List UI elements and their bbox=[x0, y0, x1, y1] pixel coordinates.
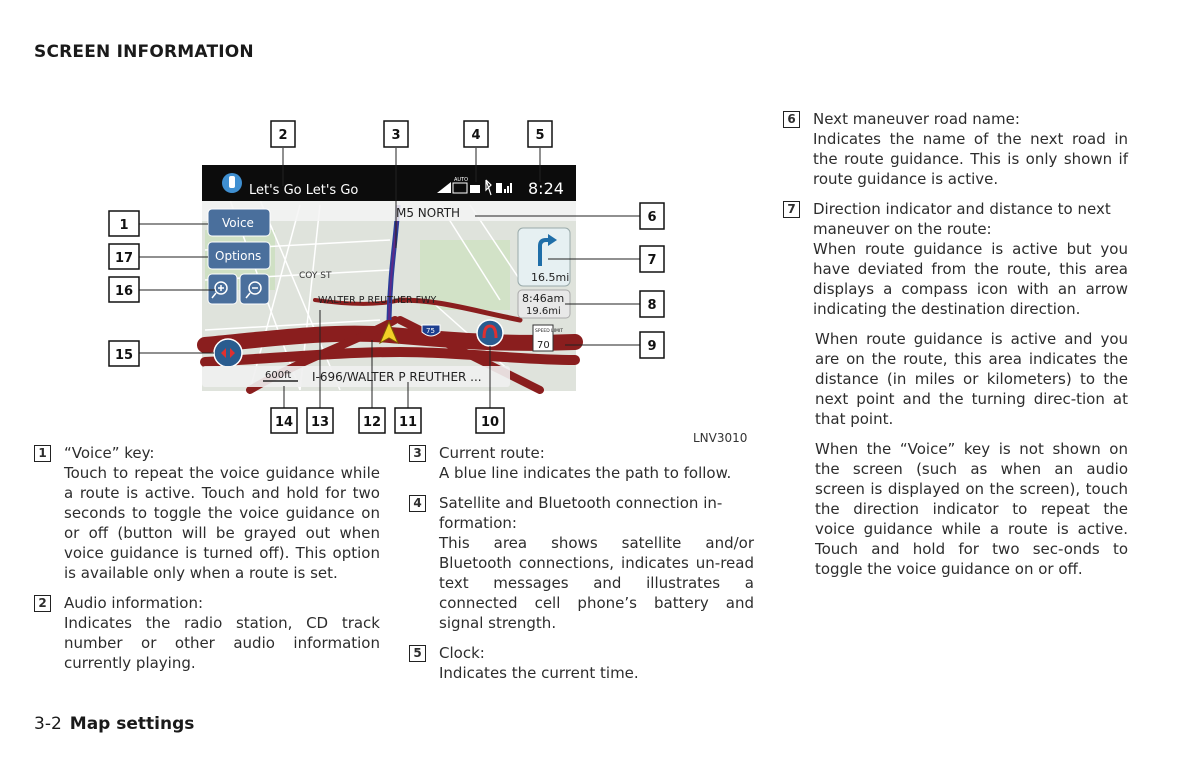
voice-button[interactable] bbox=[208, 209, 270, 236]
paragraph-on-route: When route guidance is active and you are on the route, this area indicates the distance (in miles or kilometers) to the next point and the turning direc-tion at that point. bbox=[815, 330, 1128, 428]
callout-13 bbox=[307, 408, 333, 433]
item-number: 2 bbox=[34, 595, 51, 612]
svg-text:11: 11 bbox=[398, 415, 418, 430]
options-button-label: Options bbox=[215, 249, 262, 263]
item-body: A blue line indicates the path to follow. bbox=[439, 464, 732, 482]
shield-number: 75 bbox=[426, 327, 435, 335]
item-title: Direction indicator and distance to next maneuver on the route: bbox=[813, 200, 1111, 238]
callout-9 bbox=[640, 332, 664, 358]
nav-screen bbox=[202, 165, 576, 391]
svg-text:13: 13 bbox=[310, 415, 330, 430]
item-connection-information bbox=[409, 493, 754, 633]
item-number: 7 bbox=[783, 201, 800, 218]
item-body: This area shows satellite and/or Bluetooth connections, indicates un-read text messages and illustrates a connected cell phone’s battery and signal strength. bbox=[439, 534, 754, 632]
item-next-maneuver-road bbox=[783, 109, 1128, 189]
callout-1 bbox=[109, 211, 139, 236]
svg-text:6: 6 bbox=[647, 210, 657, 225]
svg-text:7: 7 bbox=[647, 253, 657, 268]
map-scale: 600ft bbox=[265, 370, 292, 381]
callout-14 bbox=[271, 408, 297, 433]
item-body: Indicates the name of the next road in the route guidance. This is only shown if route guidance is active. bbox=[813, 130, 1128, 188]
destination-icon bbox=[477, 320, 503, 346]
callout-7 bbox=[640, 246, 664, 272]
svg-text:17: 17 bbox=[114, 251, 134, 266]
zoom-in-button[interactable] bbox=[208, 274, 237, 304]
page-number: 3-2 bbox=[34, 714, 62, 734]
item-number: 5 bbox=[409, 645, 426, 662]
auto-label: AUTO bbox=[454, 177, 469, 183]
speed-limit-label: SPEED LIMIT bbox=[535, 329, 563, 334]
distance-to-turn: 16.5mi bbox=[531, 271, 570, 284]
svg-text:12: 12 bbox=[362, 415, 382, 430]
navigation-screen-figure bbox=[0, 0, 780, 460]
item-title: Clock: bbox=[439, 644, 485, 662]
svg-text:4: 4 bbox=[471, 128, 481, 143]
svg-text:8: 8 bbox=[647, 298, 657, 313]
column-left bbox=[34, 443, 380, 683]
audio-information: Let's Go Let's Go bbox=[249, 183, 359, 198]
item-clock bbox=[409, 643, 754, 683]
street-label-walter: WALTER P REUTHER FWY bbox=[318, 295, 437, 306]
svg-text:14: 14 bbox=[274, 415, 294, 430]
svg-text:1: 1 bbox=[119, 218, 129, 233]
section-name: Map settings bbox=[69, 714, 195, 734]
figure-code: LNV3010 bbox=[693, 431, 748, 445]
item-voice-key bbox=[34, 443, 380, 583]
callout-6 bbox=[640, 203, 664, 229]
zoom-out-button[interactable] bbox=[240, 274, 269, 304]
svg-text:16: 16 bbox=[114, 284, 134, 299]
item-title: Current route: bbox=[439, 444, 545, 462]
item-audio-information bbox=[34, 593, 380, 673]
svg-text:15: 15 bbox=[114, 348, 134, 363]
item-body: Indicates the current time. bbox=[439, 664, 639, 682]
speed-limit-value: 70 bbox=[537, 340, 550, 351]
callout-11 bbox=[395, 408, 421, 433]
item-title: Next maneuver road name: bbox=[813, 110, 1020, 128]
callout-2 bbox=[271, 121, 295, 147]
map-scroll-button[interactable] bbox=[214, 339, 242, 367]
item-direction-indicator bbox=[783, 199, 1128, 319]
svg-text:3: 3 bbox=[391, 128, 401, 143]
item-number: 4 bbox=[409, 495, 426, 512]
item-body: When route guidance is active but you have deviated from the route, this area displays a compass icon with an arrow indicating the destination direction. bbox=[813, 240, 1128, 318]
callout-16 bbox=[109, 277, 139, 302]
page-heading: SCREEN INFORMATION bbox=[34, 42, 254, 62]
clock: 8:24 bbox=[528, 179, 564, 198]
item-number: 6 bbox=[783, 111, 800, 128]
paragraph-voice-key-hidden: When the “Voice” key is not shown on the screen (such as when an audio screen is displayed on the screen), touch the direction indicator to repeat the voice guidance while a route is active. Touch and hold for two sec-onds to toggle the voice guidance on or off. bbox=[815, 440, 1128, 578]
callout-12 bbox=[359, 408, 385, 433]
svg-text:9: 9 bbox=[647, 339, 657, 354]
direction-indicator[interactable] bbox=[518, 228, 570, 286]
item-current-route bbox=[409, 443, 754, 483]
current-street-name: I-696/WALTER P REUTHER ... bbox=[312, 370, 482, 384]
interstate-shield bbox=[422, 325, 440, 336]
callout-3 bbox=[384, 121, 408, 147]
distance-remaining: 19.6mi bbox=[526, 306, 561, 317]
svg-text:2: 2 bbox=[278, 128, 288, 143]
arrival-info bbox=[518, 290, 570, 318]
svg-text:5: 5 bbox=[535, 128, 545, 143]
callout-17 bbox=[109, 244, 139, 269]
item-number: 1 bbox=[34, 445, 51, 462]
item-title: “Voice” key: bbox=[64, 444, 155, 462]
item-body: Touch to repeat the voice guidance while a route is active. Touch and hold for two seconds to toggle the voice guidance on or off (button will be grayed out when voice guidance is turned off). This option is available only when a route is set. bbox=[64, 464, 380, 582]
item-body: Indicates the radio station, CD track number or other audio information currently playing. bbox=[64, 614, 380, 672]
street-label-coy: COY ST bbox=[299, 271, 332, 281]
item-title: Satellite and Bluetooth connection in-formation: bbox=[439, 494, 723, 532]
item-title: Audio information: bbox=[64, 594, 204, 612]
callout-4 bbox=[464, 121, 488, 147]
callout-8 bbox=[640, 291, 664, 317]
arrival-time: 8:46am bbox=[522, 292, 565, 305]
callout-5 bbox=[528, 121, 552, 147]
column-right bbox=[783, 109, 1128, 589]
page-footer bbox=[34, 714, 194, 734]
voice-button-label: Voice bbox=[222, 216, 254, 230]
item-number: 3 bbox=[409, 445, 426, 462]
callout-10 bbox=[476, 408, 504, 433]
column-middle bbox=[409, 443, 754, 693]
options-button[interactable] bbox=[208, 242, 270, 269]
svg-text:10: 10 bbox=[480, 415, 500, 430]
next-road-name: M5 NORTH bbox=[396, 206, 461, 220]
callout-15 bbox=[109, 341, 139, 366]
